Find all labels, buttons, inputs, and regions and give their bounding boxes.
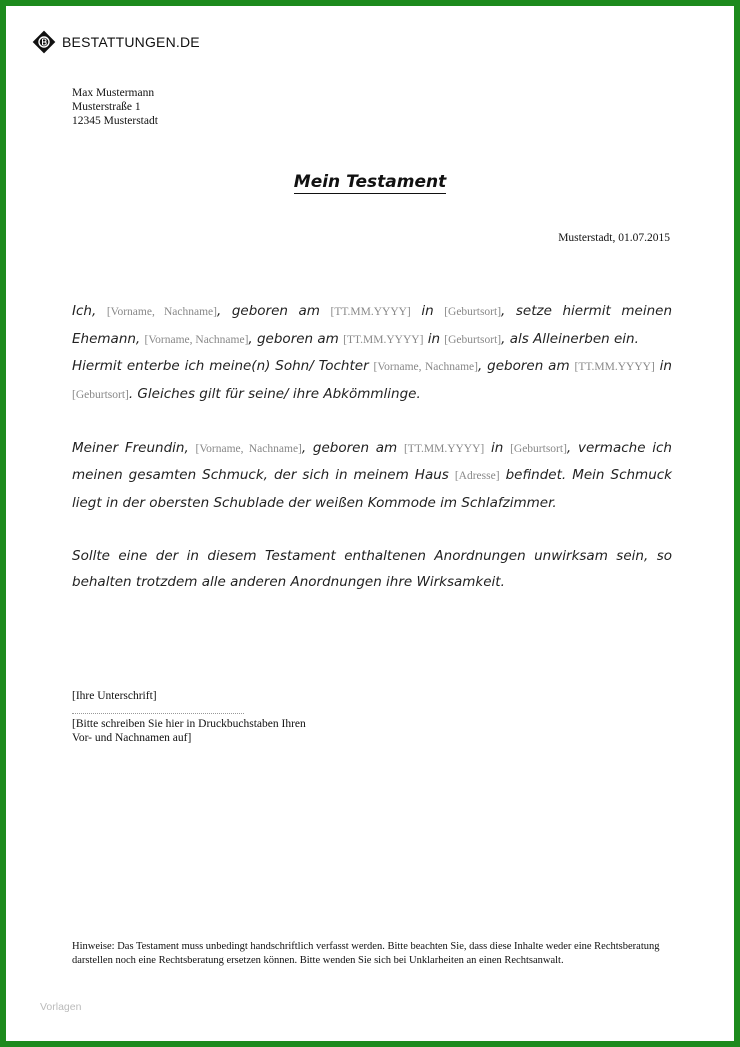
placeholder-date: [TT.MM.YYYY] (343, 333, 424, 346)
sender-city: 12345 Musterstadt (72, 115, 158, 127)
text: in (484, 439, 511, 456)
text: Meiner Freundin, (72, 439, 196, 456)
placeholder-date: [TT.MM.YYYY] (330, 306, 411, 318)
text: Hiermit enterbe ich meine(n) Sohn/ Tochter (72, 358, 374, 374)
signature-block (72, 689, 306, 745)
bestattungen-logo-icon (32, 30, 56, 54)
text: , geboren am (478, 358, 575, 374)
text: , setze hiermit meinen Ehemann, (72, 303, 672, 347)
signature-hint-line-2: Vor- und Nachnamen auf] (72, 732, 192, 744)
placeholder-address: [Adresse] (454, 470, 500, 482)
legal-note: Hinweise: Das Testament muss unbedingt handschriftlich verfasst werden. Bitte beachten Sie, dass diese Inhalte weder eine Rechtsberatung darstellen noch eine Rechtsberatung ersetzen können. Bitte wenden Sie sich bei Unklarheiten an einen Rechtsanwalt. (72, 941, 660, 966)
signature-hint-line-1: [Bitte schreiben Sie hier in Druckbuchstaben Ihren (72, 718, 306, 730)
placeholder-date: [TT.MM.YYYY] (574, 361, 655, 373)
paragraph-severability: Sollte eine der in diesem Testament enthaltenen Anordnungen unwirksam sein, so behalten trotzdem alle anderen Anordnungen ihre Wirksamkeit. (72, 547, 672, 590)
text: in (410, 303, 445, 319)
placeholder-date: [TT.MM.YYYY] (403, 442, 485, 455)
logo-text: BESTATTUNGEN.DE (62, 34, 200, 50)
paragraph-heir (72, 298, 672, 408)
paragraph-jewelry (72, 435, 672, 517)
text: , geboren am (248, 330, 344, 347)
signature-label: [Ihre Unterschrift] (72, 690, 157, 702)
logo (32, 30, 200, 54)
text: in (423, 330, 445, 347)
sender-name: Max Mustermann (72, 87, 155, 99)
text: befindet. Mein Schmuck liegt in der obersten Schublade der weißen Kommode im Schlafzimmer. (72, 467, 672, 511)
placeholder-name: [Vorname, Nachname] (144, 333, 249, 346)
placeholder-birthplace: [Geburtsort] (510, 442, 567, 455)
placeholder-birthplace: [Geburtsort] (444, 306, 502, 318)
title-text: Mein Testament (293, 172, 447, 192)
text: in (654, 358, 672, 374)
watermark: Vorlagen (40, 1001, 82, 1013)
placeholder-birthplace: [Geburtsort] (72, 388, 129, 401)
placeholder-birthplace: [Geburtsort] (444, 333, 502, 346)
text: , geboren am (216, 303, 331, 319)
text: . Gleiches gilt für seine/ ihre Abkömmlinge. (128, 385, 421, 402)
placeholder-name: [Vorname, Nachname] (195, 442, 302, 455)
document-title (6, 172, 734, 192)
placeholder-name: [Vorname, Nachname] (106, 306, 217, 318)
place-date: Musterstadt, 01.07.2015 (558, 232, 670, 244)
sender-street: Musterstraße 1 (72, 101, 141, 113)
testament-body (72, 298, 672, 596)
signature-line (72, 703, 244, 714)
text: , als Alleinerben ein. (501, 330, 639, 347)
sender-address (72, 86, 158, 128)
text: , vermache ich meinen gesamten Schmuck, der sich in meinem Haus (72, 439, 672, 483)
text: Ich, (72, 303, 107, 319)
placeholder-name: [Vorname, Nachname] (373, 361, 478, 373)
text: , geboren am (301, 439, 404, 456)
